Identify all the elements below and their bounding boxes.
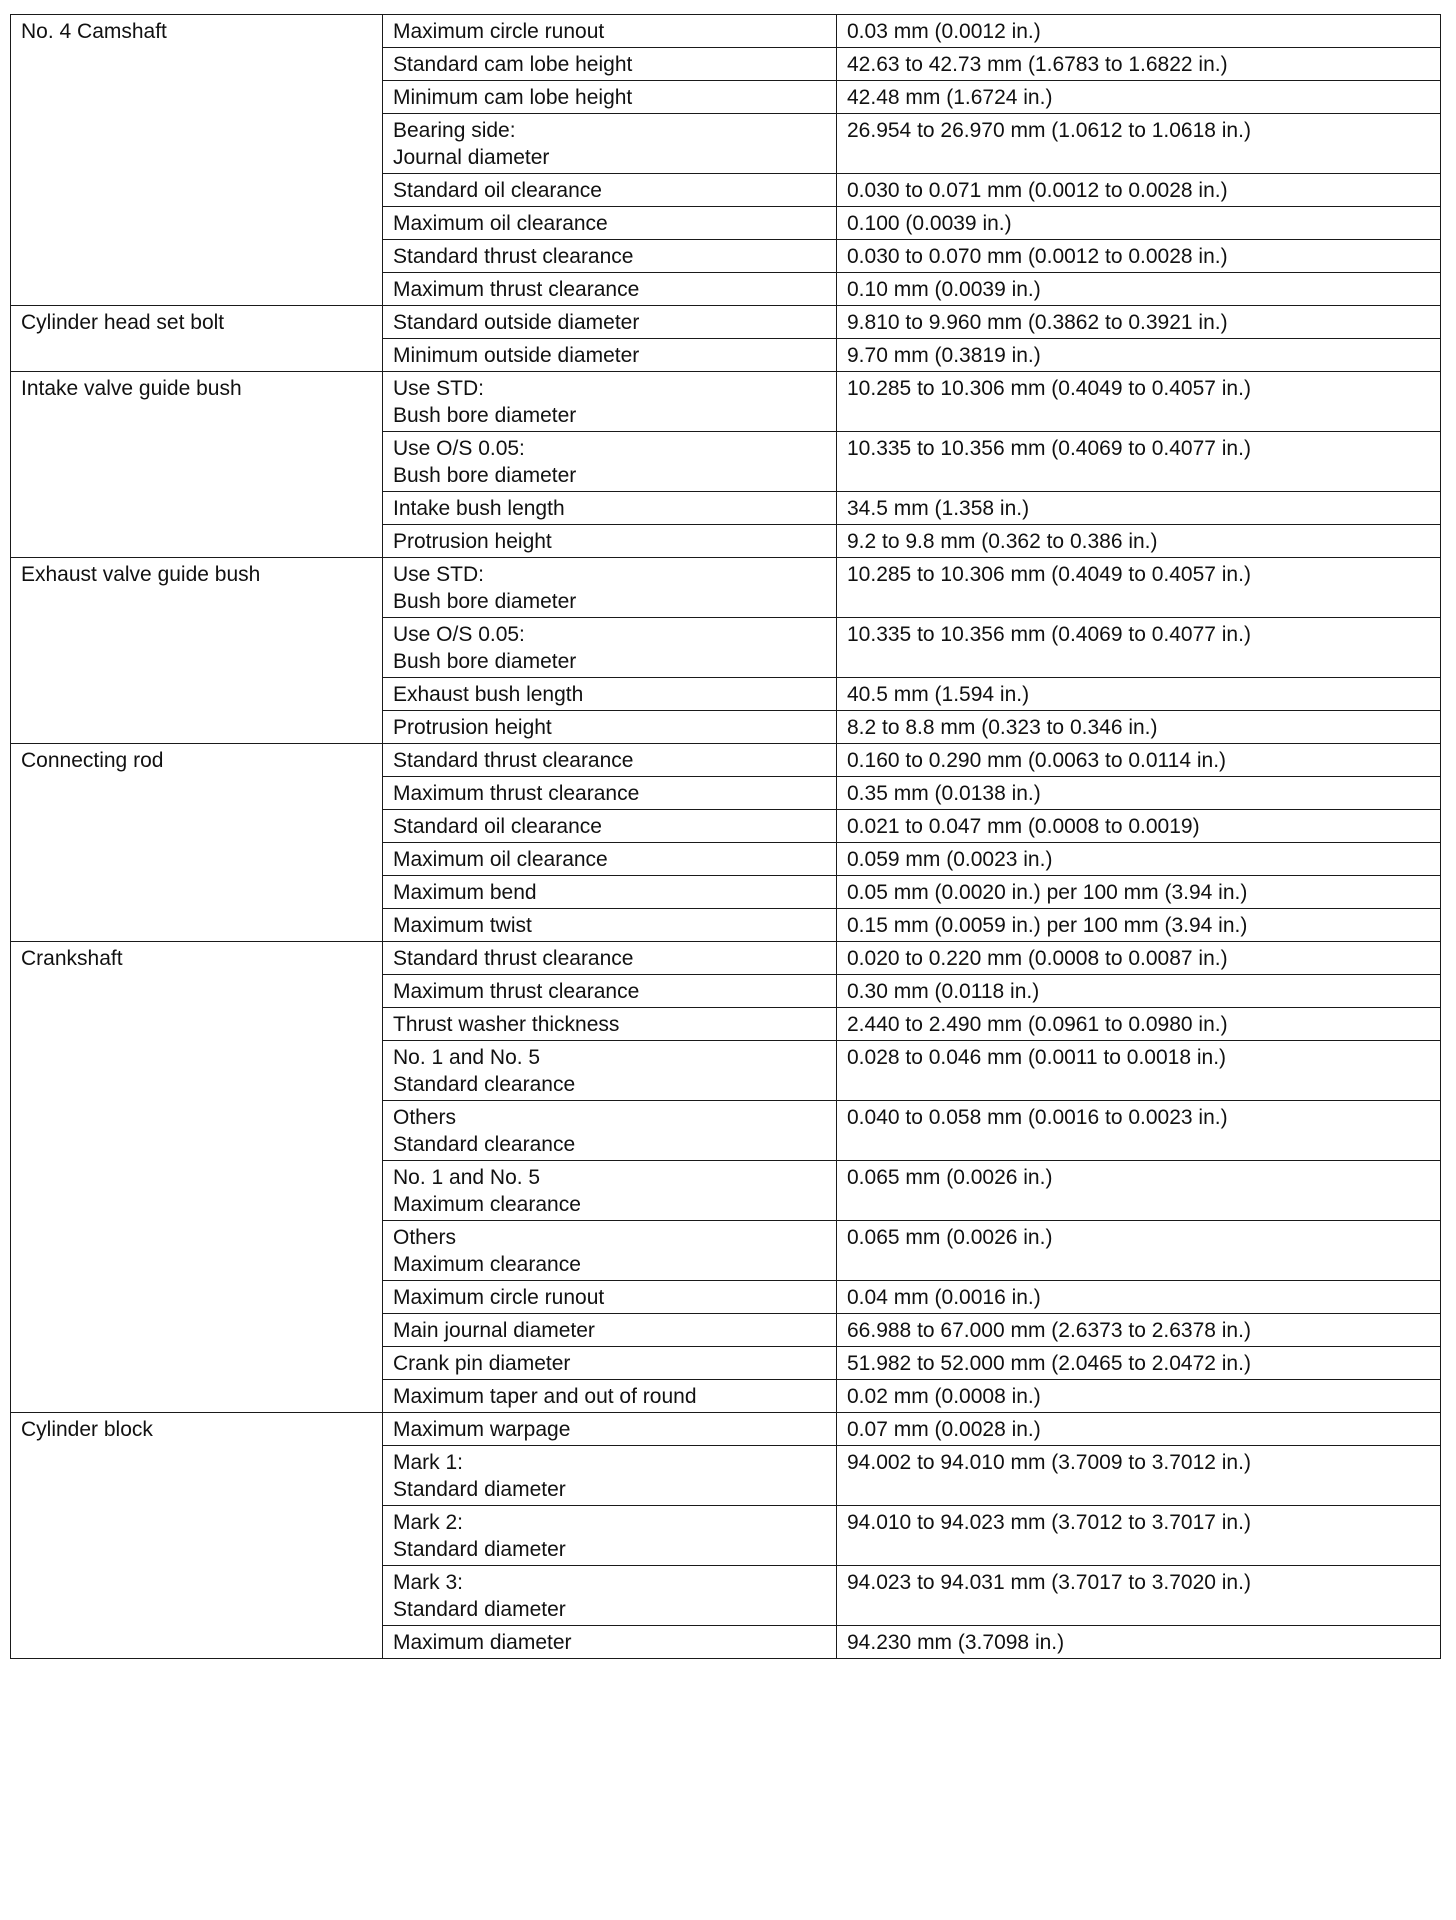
spec-value-cell: 42.48 mm (1.6724 in.) <box>837 81 1441 114</box>
component-name-cell: Cylinder head set bolt <box>11 306 383 372</box>
spec-value-cell: 66.988 to 67.000 mm (2.6373 to 2.6378 in.) <box>837 1314 1441 1347</box>
spec-row <box>11 558 1441 618</box>
spec-item-cell: Protrusion height <box>383 525 837 558</box>
spec-value-cell: 0.35 mm (0.0138 in.) <box>837 777 1441 810</box>
spec-item-cell: Others Maximum clearance <box>383 1221 837 1281</box>
spec-item-cell: Standard outside diameter <box>383 306 837 339</box>
spec-item-cell: Maximum taper and out of round <box>383 1380 837 1413</box>
spec-item-cell: Use STD: Bush bore diameter <box>383 372 837 432</box>
spec-value-cell: 0.30 mm (0.0118 in.) <box>837 975 1441 1008</box>
spec-item-cell: Standard oil clearance <box>383 174 837 207</box>
component-name-cell: Intake valve guide bush <box>11 372 383 558</box>
spec-value-cell: 0.040 to 0.058 mm (0.0016 to 0.0023 in.) <box>837 1101 1441 1161</box>
spec-value-cell: 42.63 to 42.73 mm (1.6783 to 1.6822 in.) <box>837 48 1441 81</box>
spec-value-cell: 10.285 to 10.306 mm (0.4049 to 0.4057 in.) <box>837 558 1441 618</box>
spec-value-cell: 9.810 to 9.960 mm (0.3862 to 0.3921 in.) <box>837 306 1441 339</box>
spec-item-cell: Others Standard clearance <box>383 1101 837 1161</box>
spec-value-cell: 0.030 to 0.070 mm (0.0012 to 0.0028 in.) <box>837 240 1441 273</box>
spec-value-cell: 10.335 to 10.356 mm (0.4069 to 0.4077 in.) <box>837 618 1441 678</box>
specifications-table-body <box>11 15 1441 1659</box>
spec-item-cell: Mark 3: Standard diameter <box>383 1566 837 1626</box>
spec-value-cell: 0.021 to 0.047 mm (0.0008 to 0.0019) <box>837 810 1441 843</box>
spec-item-cell: Exhaust bush length <box>383 678 837 711</box>
spec-row <box>11 15 1441 48</box>
spec-value-cell: 0.03 mm (0.0012 in.) <box>837 15 1441 48</box>
specifications-table <box>10 14 1441 1659</box>
spec-item-cell: No. 1 and No. 5 Standard clearance <box>383 1041 837 1101</box>
spec-value-cell: 0.020 to 0.220 mm (0.0008 to 0.0087 in.) <box>837 942 1441 975</box>
spec-value-cell: 0.15 mm (0.0059 in.) per 100 mm (3.94 in.) <box>837 909 1441 942</box>
spec-value-cell: 10.285 to 10.306 mm (0.4049 to 0.4057 in.) <box>837 372 1441 432</box>
spec-value-cell: 94.002 to 94.010 mm (3.7009 to 3.7012 in.) <box>837 1446 1441 1506</box>
spec-item-cell: Thrust washer thickness <box>383 1008 837 1041</box>
spec-value-cell: 9.70 mm (0.3819 in.) <box>837 339 1441 372</box>
spec-value-cell: 51.982 to 52.000 mm (2.0465 to 2.0472 in.) <box>837 1347 1441 1380</box>
component-name-cell: Cylinder block <box>11 1413 383 1659</box>
spec-value-cell: 0.100 (0.0039 in.) <box>837 207 1441 240</box>
spec-item-cell: Maximum bend <box>383 876 837 909</box>
spec-item-cell: Mark 1: Standard diameter <box>383 1446 837 1506</box>
spec-value-cell: 0.07 mm (0.0028 in.) <box>837 1413 1441 1446</box>
spec-item-cell: Main journal diameter <box>383 1314 837 1347</box>
spec-item-cell: Intake bush length <box>383 492 837 525</box>
spec-item-cell: Maximum oil clearance <box>383 207 837 240</box>
spec-item-cell: Protrusion height <box>383 711 837 744</box>
spec-item-cell: Maximum twist <box>383 909 837 942</box>
spec-value-cell: 40.5 mm (1.594 in.) <box>837 678 1441 711</box>
spec-row <box>11 1413 1441 1446</box>
spec-item-cell: Standard thrust clearance <box>383 942 837 975</box>
spec-value-cell: 94.230 mm (3.7098 in.) <box>837 1626 1441 1659</box>
spec-value-cell: 2.440 to 2.490 mm (0.0961 to 0.0980 in.) <box>837 1008 1441 1041</box>
spec-item-cell: Maximum thrust clearance <box>383 975 837 1008</box>
spec-item-cell: Maximum diameter <box>383 1626 837 1659</box>
spec-value-cell: 9.2 to 9.8 mm (0.362 to 0.386 in.) <box>837 525 1441 558</box>
spec-item-cell: Maximum circle runout <box>383 15 837 48</box>
spec-item-cell: Standard thrust clearance <box>383 744 837 777</box>
spec-item-cell: Standard oil clearance <box>383 810 837 843</box>
spec-value-cell: 0.160 to 0.290 mm (0.0063 to 0.0114 in.) <box>837 744 1441 777</box>
spec-item-cell: No. 1 and No. 5 Maximum clearance <box>383 1161 837 1221</box>
spec-item-cell: Minimum outside diameter <box>383 339 837 372</box>
spec-item-cell: Maximum oil clearance <box>383 843 837 876</box>
spec-row <box>11 372 1441 432</box>
spec-item-cell: Use O/S 0.05: Bush bore diameter <box>383 618 837 678</box>
spec-value-cell: 26.954 to 26.970 mm (1.0612 to 1.0618 in.) <box>837 114 1441 174</box>
spec-item-cell: Mark 2: Standard diameter <box>383 1506 837 1566</box>
spec-item-cell: Use STD: Bush bore diameter <box>383 558 837 618</box>
spec-value-cell: 0.065 mm (0.0026 in.) <box>837 1221 1441 1281</box>
spec-item-cell: Standard cam lobe height <box>383 48 837 81</box>
spec-value-cell: 0.028 to 0.046 mm (0.0011 to 0.0018 in.) <box>837 1041 1441 1101</box>
spec-item-cell: Use O/S 0.05: Bush bore diameter <box>383 432 837 492</box>
component-name-cell: Exhaust valve guide bush <box>11 558 383 744</box>
spec-row <box>11 942 1441 975</box>
spec-value-cell: 0.059 mm (0.0023 in.) <box>837 843 1441 876</box>
spec-item-cell: Maximum warpage <box>383 1413 837 1446</box>
spec-value-cell: 0.05 mm (0.0020 in.) per 100 mm (3.94 in.) <box>837 876 1441 909</box>
spec-value-cell: 94.023 to 94.031 mm (3.7017 to 3.7020 in.) <box>837 1566 1441 1626</box>
spec-value-cell: 34.5 mm (1.358 in.) <box>837 492 1441 525</box>
spec-item-cell: Standard thrust clearance <box>383 240 837 273</box>
spec-value-cell: 0.10 mm (0.0039 in.) <box>837 273 1441 306</box>
spec-value-cell: 0.04 mm (0.0016 in.) <box>837 1281 1441 1314</box>
spec-item-cell: Bearing side: Journal diameter <box>383 114 837 174</box>
component-name-cell: Connecting rod <box>11 744 383 942</box>
spec-value-cell: 10.335 to 10.356 mm (0.4069 to 0.4077 in.) <box>837 432 1441 492</box>
spec-value-cell: 94.010 to 94.023 mm (3.7012 to 3.7017 in.) <box>837 1506 1441 1566</box>
component-name-cell: Crankshaft <box>11 942 383 1413</box>
spec-value-cell: 0.02 mm (0.0008 in.) <box>837 1380 1441 1413</box>
spec-value-cell: 8.2 to 8.8 mm (0.323 to 0.346 in.) <box>837 711 1441 744</box>
spec-item-cell: Maximum circle runout <box>383 1281 837 1314</box>
component-name-cell: No. 4 Camshaft <box>11 15 383 306</box>
spec-value-cell: 0.065 mm (0.0026 in.) <box>837 1161 1441 1221</box>
spec-item-cell: Minimum cam lobe height <box>383 81 837 114</box>
spec-item-cell: Crank pin diameter <box>383 1347 837 1380</box>
spec-row <box>11 744 1441 777</box>
spec-value-cell: 0.030 to 0.071 mm (0.0012 to 0.0028 in.) <box>837 174 1441 207</box>
spec-item-cell: Maximum thrust clearance <box>383 777 837 810</box>
spec-item-cell: Maximum thrust clearance <box>383 273 837 306</box>
spec-row <box>11 306 1441 339</box>
